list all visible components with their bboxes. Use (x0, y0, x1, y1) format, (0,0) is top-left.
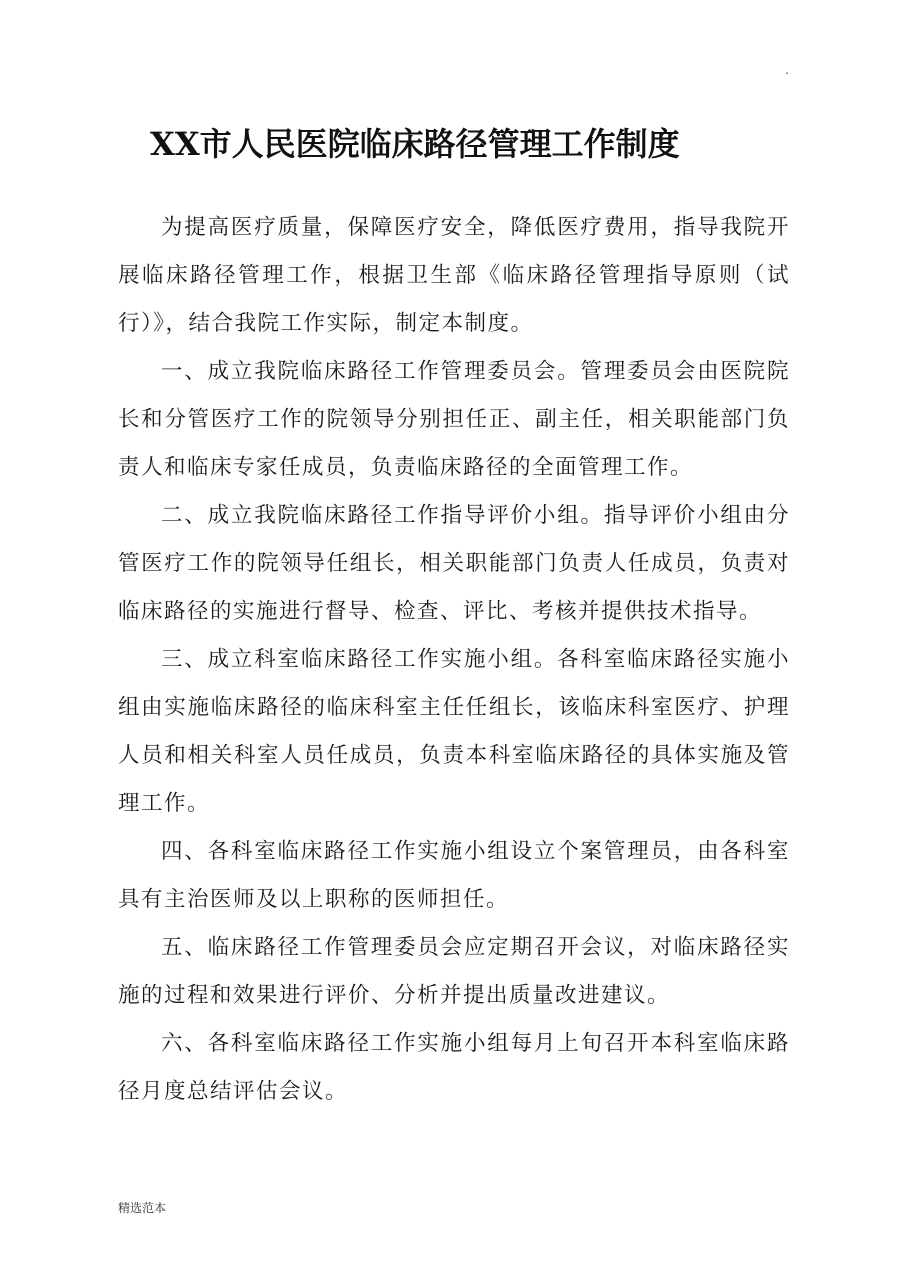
paragraph-item-2: 二、成立我院临床路径工作指导评价小组。指导评价小组由分管医疗工作的院领导任组长，相关职能部门负责人任成员，负责对临床路径的实施进行督导、检查、评比、考核并提供技术指导。 (118, 503, 790, 624)
paragraph-item-1: 一、成立我院临床路径工作管理委员会。管理委员会由医院院长和分管医疗工作的院领导分别担任正、副主任，相关职能部门负责人和临床专家任成员，负责临床路径的全面管理工作。 (118, 359, 790, 480)
paragraph-item-6: 六、各科室临床路径工作实施小组每月上旬召开本科室临床路径月度总结评估会议。 (118, 1031, 790, 1104)
page-footer: 精选范本 (118, 1201, 167, 1215)
corner-mark: . (785, 63, 789, 77)
paragraph-item-4: 四、各科室临床路径工作实施小组设立个案管理员，由各科室具有主治医师及以上职称的医师担任。 (118, 839, 790, 912)
document-title: XX市人民医院临床路径管理工作制度 (150, 125, 680, 163)
paragraph-intro: 为提高医疗质量，保障医疗安全，降低医疗费用，指导我院开展临床路径管理工作，根据卫生部《临床路径管理指导原则（试行）》，结合我院工作实际，制定本制度。 (118, 215, 790, 336)
paragraph-item-5: 五、临床路径工作管理委员会应定期召开会议，对临床路径实施的过程和效果进行评价、分析并提出质量改进建议。 (118, 935, 790, 1008)
document-body (118, 204, 790, 1116)
paragraph-item-3: 三、成立科室临床路径工作实施小组。各科室临床路径实施小组由实施临床路径的临床科室主任任组长，该临床科室医疗、护理人员和相关科室人员任成员，负责本科室临床路径的具体实施及管理工作。 (118, 647, 790, 816)
